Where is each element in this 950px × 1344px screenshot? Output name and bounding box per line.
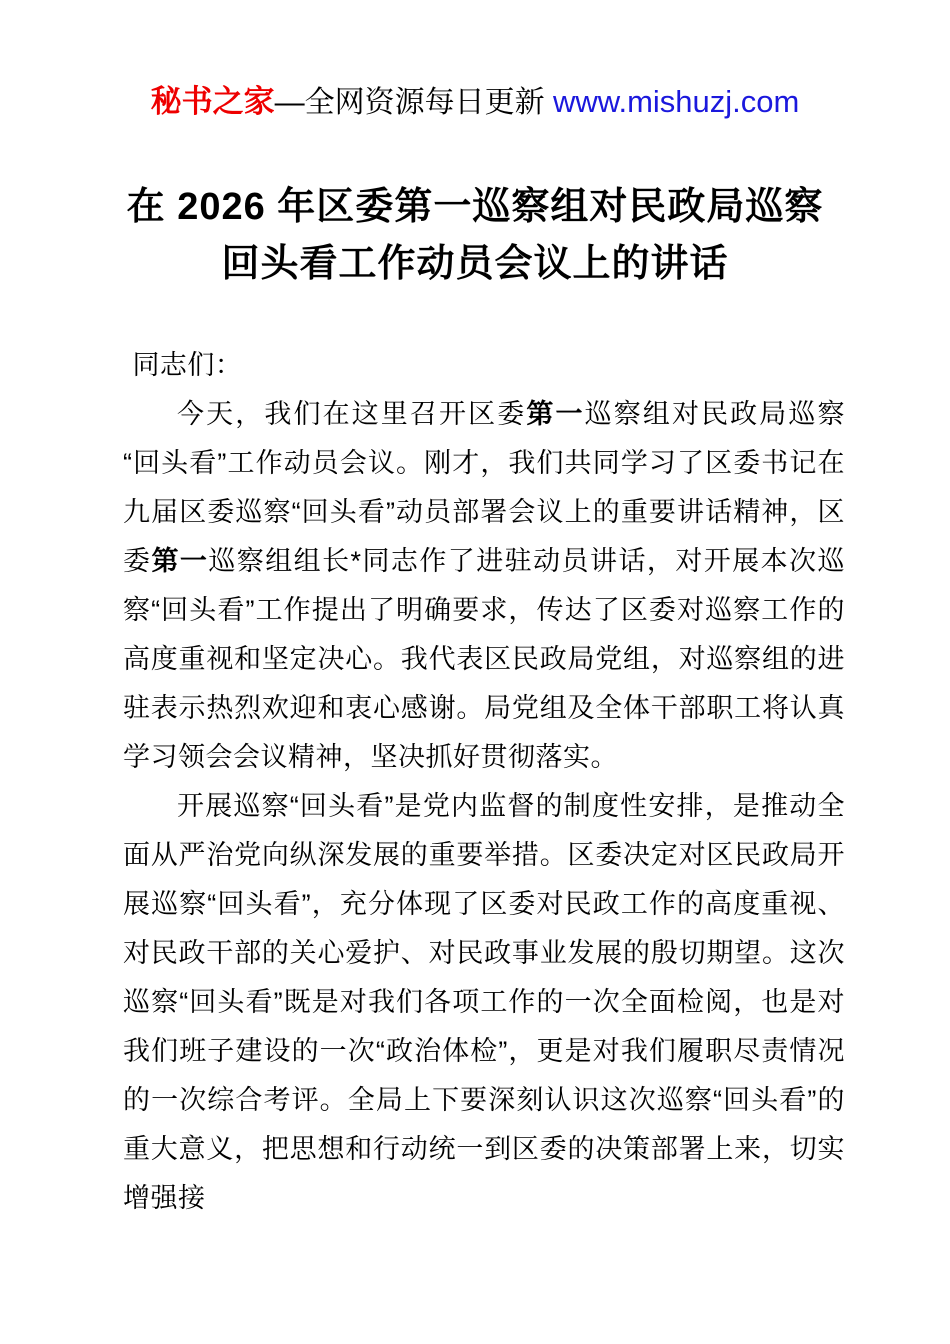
salutation: 同志们： xyxy=(132,350,243,380)
body-paragraph xyxy=(123,782,845,1223)
document-body xyxy=(123,341,845,1223)
text-run: 巡察组对民政局巡察 xyxy=(472,186,824,228)
text-run: 巡察组对民政局巡察“回头看”工作动员会议。刚才，我们共同学习了区委书记在九届区委巡察“回头看”动员部署会议上的重要讲话精神，区委 xyxy=(123,399,846,576)
text-run: 回头看工作动员会议上的讲话 xyxy=(221,243,729,285)
text-run: 巡察组组长*同志作了进驻动员讲话，对开展本次巡察“回头看”工作提出了明确要求，传达了区委对巡察工作的高度重视和坚定决心。我代表区民政局党组，对巡察组的进驻表示热烈欢迎和衷心感谢。局党组及全体干部职工将认真学习领会会议精神，坚决抓好贯彻落实。 xyxy=(123,546,846,772)
bold-text-run: 第一 xyxy=(394,186,473,228)
body-paragraph xyxy=(123,390,845,782)
document-title-line-2 xyxy=(0,236,950,293)
text-run: 今天，我们在这里召开区委 xyxy=(177,399,527,429)
bold-text-run: 第一 xyxy=(151,546,209,576)
site-brand: 秘书之家 xyxy=(150,84,275,119)
site-tagline: —全网资源每日更新 xyxy=(274,86,545,119)
document-title xyxy=(0,179,950,293)
text-run: 在 2026 年区委 xyxy=(126,186,395,228)
bold-text-run: 第一 xyxy=(526,399,585,429)
document-title-line-1 xyxy=(0,179,950,236)
text-run: 开展巡察“回头看”是党内监督的制度性安排，是推动全面从严治党向纵深发展的重要举措。区委决定对区民政局开展巡察“回头看”，充分体现了区委对民政工作的高度重视、对民政干部的关心爱护、对民政事业发展的殷切期望。这次巡察“回头看”既是对我们各项工作的一次全面检阅，也是对我们班子建设的一次“政治体检”，更是对我们履职尽责情况的一次综合考评。全局上下要深刻认识这次巡察“回头看”的重大意义，把思想和行动统一到区委的决策部署上来，切实增强接 xyxy=(123,791,845,1213)
site-header xyxy=(0,0,950,121)
site-url-link[interactable]: www.mishuzj.com xyxy=(553,84,800,119)
paragraph-container xyxy=(123,390,845,1223)
